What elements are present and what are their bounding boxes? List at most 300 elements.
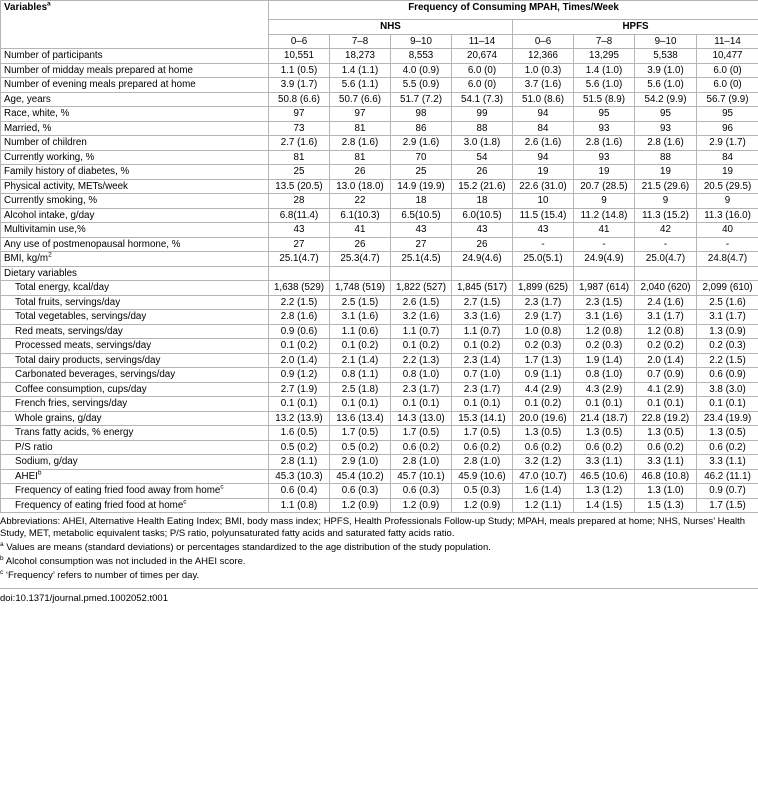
table-row [1, 281, 758, 296]
table-cell: 26 [330, 165, 391, 180]
table-cell [269, 266, 330, 281]
table-cell: 21.4 (18.7) [574, 411, 635, 426]
table-cell: 0.1 (0.1) [574, 397, 635, 412]
table-cell: 13.6 (13.4) [330, 411, 391, 426]
cohort-header-hpfs: HPFS [513, 20, 758, 35]
table-cell: 1.3 (1.0) [635, 484, 697, 499]
table-cell: 0.9 (1.1) [513, 368, 574, 383]
table-cell: 2.3 (1.7) [513, 295, 574, 310]
table-cell: 95 [697, 107, 758, 122]
table-cell: 96 [697, 121, 758, 136]
table-cell: 94 [513, 150, 574, 165]
table-row [1, 339, 758, 354]
table-cell: 25 [391, 165, 452, 180]
table-cell: 1.6 (1.4) [513, 484, 574, 499]
table-cell: 6.0(10.5) [452, 208, 513, 223]
table-cell: 41 [574, 223, 635, 238]
row-label: Alcohol intake, g/day [1, 208, 269, 223]
table-cell: 3.8 (3.0) [697, 382, 758, 397]
table-cell: 0.1 (0.1) [452, 397, 513, 412]
table-cell: 1.7 (0.5) [452, 426, 513, 441]
table-cell: 6.0 (0) [452, 63, 513, 78]
table-cell: 2.8 (1.6) [269, 310, 330, 325]
table-row [1, 397, 758, 412]
table-cell: 1.7 (0.5) [391, 426, 452, 441]
table-cell: 22 [330, 194, 391, 209]
table-row [1, 165, 758, 180]
table-cell: 1,822 (527) [391, 281, 452, 296]
table-cell: 1.4 (1.1) [330, 63, 391, 78]
table-cell: 2.9 (1.0) [330, 455, 391, 470]
table-cell: 0.6 (0.2) [574, 440, 635, 455]
table-cell: 45.3 (10.3) [269, 469, 330, 484]
table-cell: 24.8(4.7) [697, 252, 758, 267]
table-cell: 11.2 (14.8) [574, 208, 635, 223]
row-label: Coffee consumption, cups/day [1, 382, 269, 397]
table-cell: 1.3 (0.5) [697, 426, 758, 441]
table-cell: 1,638 (529) [269, 281, 330, 296]
table-cell: 2.7 (1.9) [269, 382, 330, 397]
table-cell: 1.3 (0.5) [574, 426, 635, 441]
table-cell: 2.2 (1.5) [697, 353, 758, 368]
table-row [1, 295, 758, 310]
table-cell: 43 [269, 223, 330, 238]
table-cell: 43 [452, 223, 513, 238]
table-cell: 1.3 (0.5) [513, 426, 574, 441]
table-cell: 0.1 (0.2) [391, 339, 452, 354]
table-cell: 99 [452, 107, 513, 122]
table-cell: 3.1 (1.7) [635, 310, 697, 325]
table-cell: 45.7 (10.1) [391, 469, 452, 484]
table-cell: 2.5 (1.6) [697, 295, 758, 310]
row-label: Trans fatty acids, % energy [1, 426, 269, 441]
table-cell: 0.1 (0.1) [391, 397, 452, 412]
table-cell: 2,040 (620) [635, 281, 697, 296]
table-cell: 2.1 (1.4) [330, 353, 391, 368]
table-cell: 84 [697, 150, 758, 165]
footnote-c: $^c$ ‘Frequency’ refers to number of times per day. [0, 568, 200, 581]
table-cell: 15.3 (14.1) [452, 411, 513, 426]
table-cell: 2.9 (1.7) [513, 310, 574, 325]
row-label: Family history of diabetes, % [1, 165, 269, 180]
table-cell: 3.1 (1.6) [574, 310, 635, 325]
table-row [1, 237, 758, 252]
table-cell: 93 [574, 121, 635, 136]
row-label: Multivitamin use,% [1, 223, 269, 238]
table-cell: 45.4 (10.2) [330, 469, 391, 484]
table-cell: 0.5 (0.2) [330, 440, 391, 455]
table-cell: 0.2 (0.2) [635, 339, 697, 354]
table-cell: 15.2 (21.6) [452, 179, 513, 194]
table-cell [635, 266, 697, 281]
table-row [1, 484, 758, 499]
table-cell: 2.8 (1.6) [635, 136, 697, 151]
table-row [1, 78, 758, 93]
footnote-b: $^b$ Alcohol consumption was not included in the AHEI score. [0, 554, 246, 567]
table-cell: 0.8 (1.0) [574, 368, 635, 383]
table-cell: 9 [635, 194, 697, 209]
table-cell: 54.2 (9.9) [635, 92, 697, 107]
table-cell: 4.1 (2.9) [635, 382, 697, 397]
table-cell: 3.2 (1.6) [391, 310, 452, 325]
table-row [1, 92, 758, 107]
table-cell: 1,748 (519) [330, 281, 391, 296]
row-label: Total fruits, servings/day [1, 295, 269, 310]
table-cell: 95 [635, 107, 697, 122]
table-cell: 0.9 (0.7) [697, 484, 758, 499]
table-row [1, 498, 758, 513]
table-cell: 98 [391, 107, 452, 122]
table-cell: 19 [697, 165, 758, 180]
table-cell: 3.1 (1.6) [330, 310, 391, 325]
table-cell: 0.6 (0.2) [452, 440, 513, 455]
table-row [1, 455, 758, 470]
table-cell: - [574, 237, 635, 252]
table-cell: 0.7 (1.0) [452, 368, 513, 383]
table-cell: 2,099 (610) [697, 281, 758, 296]
table-cell: 2.4 (1.6) [635, 295, 697, 310]
table-cell: 56.7 (9.9) [697, 92, 758, 107]
table-cell: 11.3 (15.2) [635, 208, 697, 223]
table-cell: 95 [574, 107, 635, 122]
table-cell: 20.5 (29.5) [697, 179, 758, 194]
table-cell: 0.2 (0.3) [574, 339, 635, 354]
row-label: Number of children [1, 136, 269, 151]
table-row [1, 179, 758, 194]
table-row [1, 252, 758, 267]
footnote-a: $^a$ Values are means (standard deviations) or percentages standardized to the age distribution of the study population. [0, 540, 491, 553]
table-cell: 1.6 (0.5) [269, 426, 330, 441]
row-label: Frequency of eating fried food away from home$^c$ [1, 484, 269, 499]
table-cell: 1.9 (1.4) [574, 353, 635, 368]
table-cell: 23.4 (19.9) [697, 411, 758, 426]
table-cell: 0.6 (0.2) [513, 440, 574, 455]
table-cell: 46.5 (10.6) [574, 469, 635, 484]
table-cell: 1.1 (0.6) [330, 324, 391, 339]
table-cell: 0.1 (0.2) [330, 339, 391, 354]
table-cell: 18 [452, 194, 513, 209]
table-cell: 3.2 (1.2) [513, 455, 574, 470]
table-cell: 25.1(4.5) [391, 252, 452, 267]
table-cell: 21.5 (29.6) [635, 179, 697, 194]
table-cell: 0.7 (0.9) [635, 368, 697, 383]
table-cell [697, 266, 758, 281]
table-cell: 93 [635, 121, 697, 136]
table-row [1, 324, 758, 339]
table-cell: 1.1 (0.5) [269, 63, 330, 78]
table-cell: 88 [452, 121, 513, 136]
frequency-header: Frequency of Consuming MPAH, Times/Week [269, 1, 758, 20]
table-cell: 2.5 (1.5) [330, 295, 391, 310]
table-cell: 3.3 (1.1) [574, 455, 635, 470]
table-cell: 6.8(11.4) [269, 208, 330, 223]
table-cell: 4.0 (0.9) [391, 63, 452, 78]
variables-header: Variables$^a$ [1, 1, 269, 49]
table-cell: 11.5 (15.4) [513, 208, 574, 223]
group-header: 9–10 [635, 34, 697, 49]
table-cell: 26 [330, 237, 391, 252]
row-label: Number of evening meals prepared at home [1, 78, 269, 93]
row-label: Total energy, kcal/day [1, 281, 269, 296]
table-row [1, 469, 758, 484]
table-cell: 24.9(4.6) [452, 252, 513, 267]
row-label: Number of midday meals prepared at home [1, 63, 269, 78]
table-row [1, 49, 758, 64]
table-cell: 3.0 (1.8) [452, 136, 513, 151]
table-cell: 43 [513, 223, 574, 238]
table-cell: 88 [635, 150, 697, 165]
table-cell: 25.0(5.1) [513, 252, 574, 267]
table-row [1, 411, 758, 426]
table-cell: 43 [391, 223, 452, 238]
table-cell: 13,295 [574, 49, 635, 64]
table-cell: 5.6 (1.0) [574, 78, 635, 93]
table-cell: 54.1 (7.3) [452, 92, 513, 107]
table-cell: 1.2 (0.9) [391, 498, 452, 513]
row-label: Race, white, % [1, 107, 269, 122]
table-cell: 2.0 (1.4) [269, 353, 330, 368]
table-cell: 81 [330, 121, 391, 136]
table-cell: 28 [269, 194, 330, 209]
table-cell: 1.1 (0.7) [452, 324, 513, 339]
table-cell: 51.5 (8.9) [574, 92, 635, 107]
table-cell: 19 [574, 165, 635, 180]
table-cell: 2.2 (1.3) [391, 353, 452, 368]
table-cell: 94 [513, 107, 574, 122]
group-header: 7–8 [330, 34, 391, 49]
table-cell: 1.4 (1.5) [574, 498, 635, 513]
table-cell: 97 [269, 107, 330, 122]
table-cell: - [697, 237, 758, 252]
table-cell: 1,899 (625) [513, 281, 574, 296]
table-cell: 6.5(10.5) [391, 208, 452, 223]
table-cell: 10,551 [269, 49, 330, 64]
table-cell: 0.8 (1.1) [330, 368, 391, 383]
table-cell: 13.0 (18.0) [330, 179, 391, 194]
group-header: 11–14 [697, 34, 758, 49]
group-header: 0–6 [269, 34, 330, 49]
row-label: Currently working, % [1, 150, 269, 165]
table-cell: 1.2 (0.8) [574, 324, 635, 339]
table-row [1, 208, 758, 223]
table-cell [330, 266, 391, 281]
table-cell: 50.7 (6.6) [330, 92, 391, 107]
table-cell: 2.8 (1.0) [391, 455, 452, 470]
group-header: 11–14 [452, 34, 513, 49]
row-label: BMI, $kg/m^2$ [1, 252, 269, 267]
table-cell: 13.5 (20.5) [269, 179, 330, 194]
table-cell: 5,538 [635, 49, 697, 64]
table-cell: 5.6 (1.0) [635, 78, 697, 93]
table-row [1, 382, 758, 397]
table-cell: 6.0 (0) [452, 78, 513, 93]
table-cell: 2.6 (1.5) [391, 295, 452, 310]
row-label: AHEI$^b$ [1, 469, 269, 484]
table-cell: 3.3 (1.1) [697, 455, 758, 470]
table-cell: 0.1 (0.2) [269, 339, 330, 354]
table-cell: 1.7 (1.3) [513, 353, 574, 368]
table-cell: 0.1 (0.2) [513, 397, 574, 412]
table-cell: 46.8 (10.8) [635, 469, 697, 484]
table-cell: 93 [574, 150, 635, 165]
table-cell: 24.9(4.9) [574, 252, 635, 267]
table-cell: 6.0 (0) [697, 78, 758, 93]
table-cell: 2.3 (1.5) [574, 295, 635, 310]
table-cell: 1.3 (0.9) [697, 324, 758, 339]
table-row [1, 223, 758, 238]
table-cell: 0.2 (0.3) [513, 339, 574, 354]
table-row [1, 136, 758, 151]
table-cell: 1,987 (614) [574, 281, 635, 296]
table-cell: 1.2 (1.1) [513, 498, 574, 513]
table-cell: 2.2 (1.5) [269, 295, 330, 310]
table-cell: 2.3 (1.7) [391, 382, 452, 397]
table-cell: 84 [513, 121, 574, 136]
table-cell: 2.5 (1.8) [330, 382, 391, 397]
table-cell [574, 266, 635, 281]
table-cell: 3.1 (1.7) [697, 310, 758, 325]
table-cell: 41 [330, 223, 391, 238]
table-cell: 0.1 (0.2) [452, 339, 513, 354]
table-cell: 6.1(10.3) [330, 208, 391, 223]
table-cell: 4.4 (2.9) [513, 382, 574, 397]
table-cell: 1.2 (0.9) [330, 498, 391, 513]
table-cell: 20.0 (19.6) [513, 411, 574, 426]
table-cell: 46.2 (11.1) [697, 469, 758, 484]
table-cell: 12,366 [513, 49, 574, 64]
table-cell: 3.3 (1.6) [452, 310, 513, 325]
table-cell: 0.9 (0.6) [269, 324, 330, 339]
table-cell: 9 [697, 194, 758, 209]
row-label: Dietary variables [1, 266, 269, 281]
table-cell: 1.3 (1.2) [574, 484, 635, 499]
table-footnotes [0, 513, 758, 605]
table-cell: 2.7 (1.5) [452, 295, 513, 310]
table-cell: 0.9 (1.2) [269, 368, 330, 383]
table-cell: 0.1 (0.1) [635, 397, 697, 412]
table-row [1, 121, 758, 136]
row-label: Whole grains, g/day [1, 411, 269, 426]
table-cell: 73 [269, 121, 330, 136]
table-cell: 18,273 [330, 49, 391, 64]
table-cell: 0.6 (0.3) [391, 484, 452, 499]
table-cell: 45.9 (10.6) [452, 469, 513, 484]
table-cell: 3.7 (1.6) [513, 78, 574, 93]
table-cell: 51.0 (8.6) [513, 92, 574, 107]
table-cell: 11.3 (16.0) [697, 208, 758, 223]
table-cell: 5.5 (0.9) [391, 78, 452, 93]
table-cell: 2.7 (1.6) [269, 136, 330, 151]
table-cell: 27 [269, 237, 330, 252]
table-row [1, 368, 758, 383]
table-cell: 2.6 (1.6) [513, 136, 574, 151]
table-cell: 18 [391, 194, 452, 209]
row-label: Sodium, g/day [1, 455, 269, 470]
table-cell: 54 [452, 150, 513, 165]
table-cell: 42 [635, 223, 697, 238]
table-cell: 1.0 (0.3) [513, 63, 574, 78]
table-row [1, 107, 758, 122]
row-label: Number of participants [1, 49, 269, 64]
table-cell: 8,553 [391, 49, 452, 64]
row-label: Frequency of eating fried food at home$^c$ [1, 498, 269, 513]
table-cell: 26 [452, 237, 513, 252]
table-row [1, 353, 758, 368]
row-label: Physical activity, METs/week [1, 179, 269, 194]
table-cell: 1.4 (1.0) [574, 63, 635, 78]
table-cell: 0.1 (0.1) [269, 397, 330, 412]
row-label: Age, years [1, 92, 269, 107]
table-cell: 19 [513, 165, 574, 180]
table-cell: 10 [513, 194, 574, 209]
table-cell: 1.3 (0.5) [635, 426, 697, 441]
table-cell: 0.6 (0.3) [330, 484, 391, 499]
table-cell: 70 [391, 150, 452, 165]
group-header: 9–10 [391, 34, 452, 49]
table-cell: 2.8 (1.6) [574, 136, 635, 151]
table-cell: 0.6 (0.2) [697, 440, 758, 455]
table-cell: 2.3 (1.4) [452, 353, 513, 368]
table-cell: 27 [391, 237, 452, 252]
table-cell: 1.2 (0.8) [635, 324, 697, 339]
table-cell: 22.6 (31.0) [513, 179, 574, 194]
table-cell: 3.9 (1.0) [635, 63, 697, 78]
table-cell: 25 [269, 165, 330, 180]
table-cell: 20.7 (28.5) [574, 179, 635, 194]
table-cell: 0.5 (0.3) [452, 484, 513, 499]
table-row [1, 426, 758, 441]
table-cell: 25.0(4.7) [635, 252, 697, 267]
table-row [1, 310, 758, 325]
table-cell: 86 [391, 121, 452, 136]
table-row [1, 440, 758, 455]
table-cell: 40 [697, 223, 758, 238]
table-cell: 6.0 (0) [697, 63, 758, 78]
table-cell: 0.6 (0.2) [391, 440, 452, 455]
table-cell: 81 [269, 150, 330, 165]
table-cell: 26 [452, 165, 513, 180]
table-cell: 1.0 (0.8) [513, 324, 574, 339]
table-cell: 97 [330, 107, 391, 122]
table-cell: 19 [635, 165, 697, 180]
table-cell: 2.9 (1.6) [391, 136, 452, 151]
table-cell: 0.6 (0.2) [635, 440, 697, 455]
table-cell: 4.3 (2.9) [574, 382, 635, 397]
table-cell: 2.9 (1.7) [697, 136, 758, 151]
table-cell: 25.3(4.7) [330, 252, 391, 267]
table-cell: 47.0 (10.7) [513, 469, 574, 484]
row-label: Any use of postmenopausal hormone, % [1, 237, 269, 252]
table-cell: 1.5 (1.3) [635, 498, 697, 513]
doi-label: doi:10.1371/journal.pmed.1002052.t001 [0, 588, 758, 605]
table-cell: 3.9 (1.7) [269, 78, 330, 93]
table-cell: 0.1 (0.1) [330, 397, 391, 412]
table-cell: 1.1 (0.8) [269, 498, 330, 513]
table-cell: 0.6 (0.4) [269, 484, 330, 499]
row-label: Married, % [1, 121, 269, 136]
row-label: Processed meats, servings/day [1, 339, 269, 354]
row-label: Total vegetables, servings/day [1, 310, 269, 325]
table-cell: 13.2 (13.9) [269, 411, 330, 426]
table-row [1, 266, 758, 281]
table-cell: 2.0 (1.4) [635, 353, 697, 368]
table-cell: 2.8 (1.6) [330, 136, 391, 151]
table-cell [391, 266, 452, 281]
table-cell: 1.7 (0.5) [330, 426, 391, 441]
abbreviations-note: Abbreviations: AHEI, Alternative Health Eating Index; BMI, body mass index; HPFS, Health Professionals Follow-up Study; MPAH, meals prepared at home; NHS, Nurses’ Health Study, MET, metabolic equivalent tasks; P/S ratio, polyunsaturated fatty acids and saturated fatty acids ratio. [0, 516, 746, 539]
table-cell: 0.6 (0.9) [697, 368, 758, 383]
table-cell: 5.6 (1.1) [330, 78, 391, 93]
